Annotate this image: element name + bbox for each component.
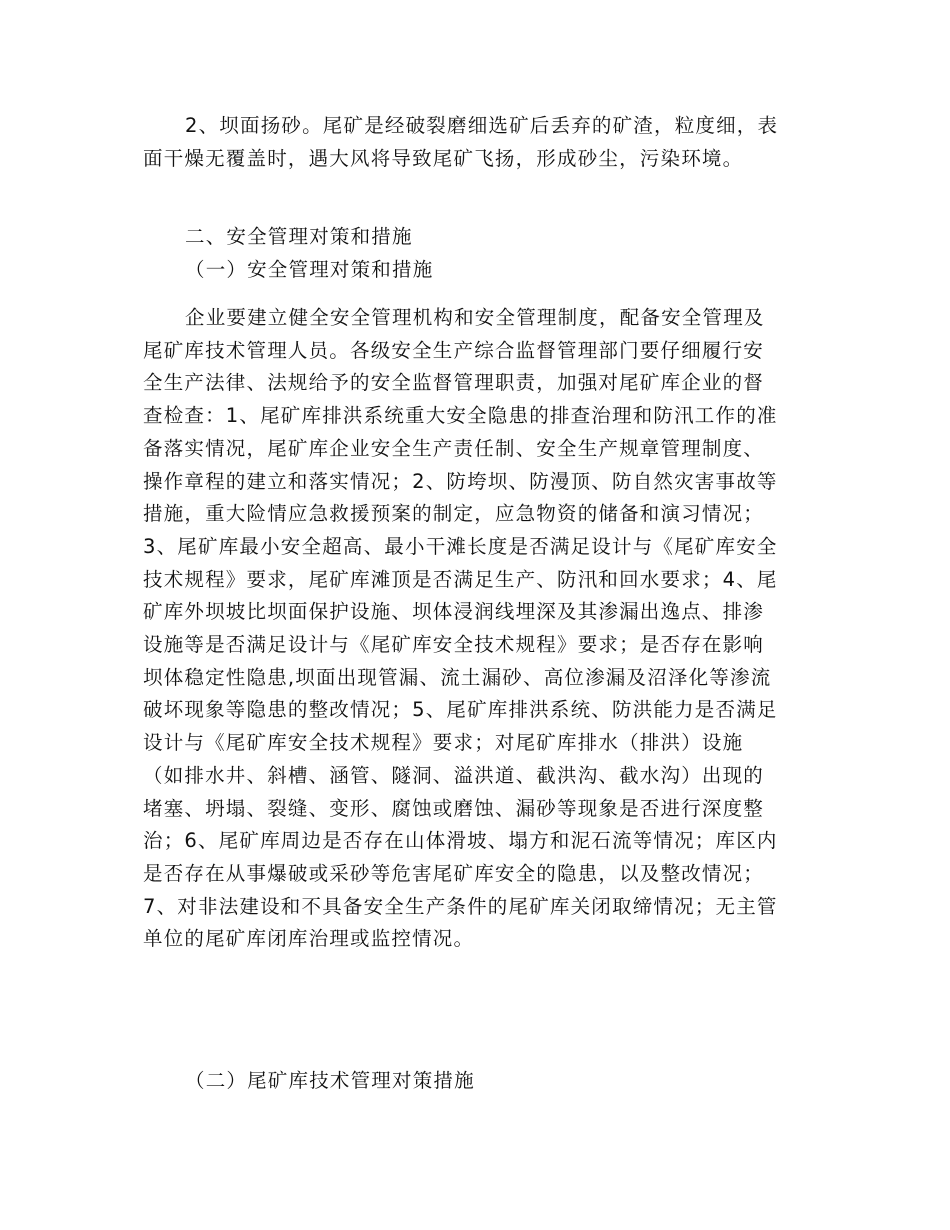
paragraph-line: 全生产法律、法规给予的安全监督管理职责，加强对尾矿库企业的督 (143, 371, 765, 395)
paragraph-line: 企业要建立健全安全管理机构和安全管理制度，配备安全管理及 (185, 306, 765, 329)
paragraph-line: 措施，重大险情应急救援预案的制定，应急物资的储备和演习情况； (143, 502, 765, 526)
paragraph-line: 是否存在从事爆破或采砂等危害尾矿库安全的隐患，以及整改情况； (143, 861, 765, 885)
paragraph-line: 单位的尾矿库闭库治理或监控情况。 (143, 927, 475, 951)
paragraph-line: 操作章程的建立和落实情况；2、防垮坝、防漫顶、防自然灾害事故等 (143, 469, 778, 493)
subsection-heading (143, 1065, 808, 1098)
paragraph-line: 3、尾矿库最小安全超高、最小干滩长度是否满足设计与《尾矿库安全 (143, 534, 778, 558)
paragraph-line: 矿库外坝坡比坝面保护设施、坝体浸润线埋深及其渗漏出逸点、排渗 (143, 600, 765, 624)
paragraph-dam-sand (143, 110, 808, 175)
paragraph-line: 设施等是否满足设计与《尾矿库安全技术规程》要求；是否存在影响 (143, 633, 765, 657)
paragraph-line: 查检查：1、尾矿库排洪系统重大安全隐患的排查治理和防汛工作的准 (143, 404, 778, 428)
subsection-heading (143, 254, 808, 287)
heading-subsection-1: （一）安全管理对策和措施 (185, 258, 434, 281)
paragraph-line: 堵塞、坍塌、裂缝、变形、腐蚀或磨蚀、漏砂等现象是否进行深度整 (143, 796, 765, 820)
paragraph-line: 备落实情况，尾矿库企业安全生产责任制、安全生产规章管理制度、 (143, 436, 765, 460)
paragraph-line: 技术规程》要求，尾矿库滩顶是否满足生产、防汛和回水要求；4、尾 (143, 567, 778, 591)
paragraph-line: 坝体稳定性隐患,坝面出现管漏、流土漏砂、高位渗漏及沼泽化等渗流 (143, 665, 772, 689)
paragraph-line: （如排水井、斜槽、涵管、隧洞、溢洪道、截洪沟、截水沟）出现的 (143, 763, 765, 787)
heading-subsection-2: （二）尾矿库技术管理对策措施 (185, 1069, 475, 1092)
paragraph-line: 破坏现象等隐患的整改情况；5、尾矿库排洪系统、防洪能力是否满足 (143, 698, 778, 722)
paragraph-line: 设计与《尾矿库安全技术规程》要求；对尾矿库排水（排洪）设施 (143, 731, 744, 755)
paragraph-line: 7、对非法建设和不具备安全生产条件的尾矿库关闭取缔情况；无主管 (143, 894, 778, 918)
paragraph-management (143, 302, 808, 956)
paragraph-line: 尾矿库技术管理人员。各级安全生产综合监督管理部门要仔细履行安 (143, 338, 765, 362)
section-heading (143, 221, 808, 254)
paragraph-line: 治；6、尾矿库周边是否存在山体滑坡、塌方和泥石流等情况；库区内 (143, 829, 778, 853)
heading-section-2: 二、安全管理对策和措施 (185, 225, 413, 248)
paragraph-line: 2、坝面扬砂。尾矿是经破裂磨细选矿后丢弃的矿渣，粒度细，表 (185, 114, 779, 137)
paragraph-line: 面干燥无覆盖时，遇大风将导致尾矿飞扬，形成砂尘，污染环境。 (143, 146, 744, 170)
